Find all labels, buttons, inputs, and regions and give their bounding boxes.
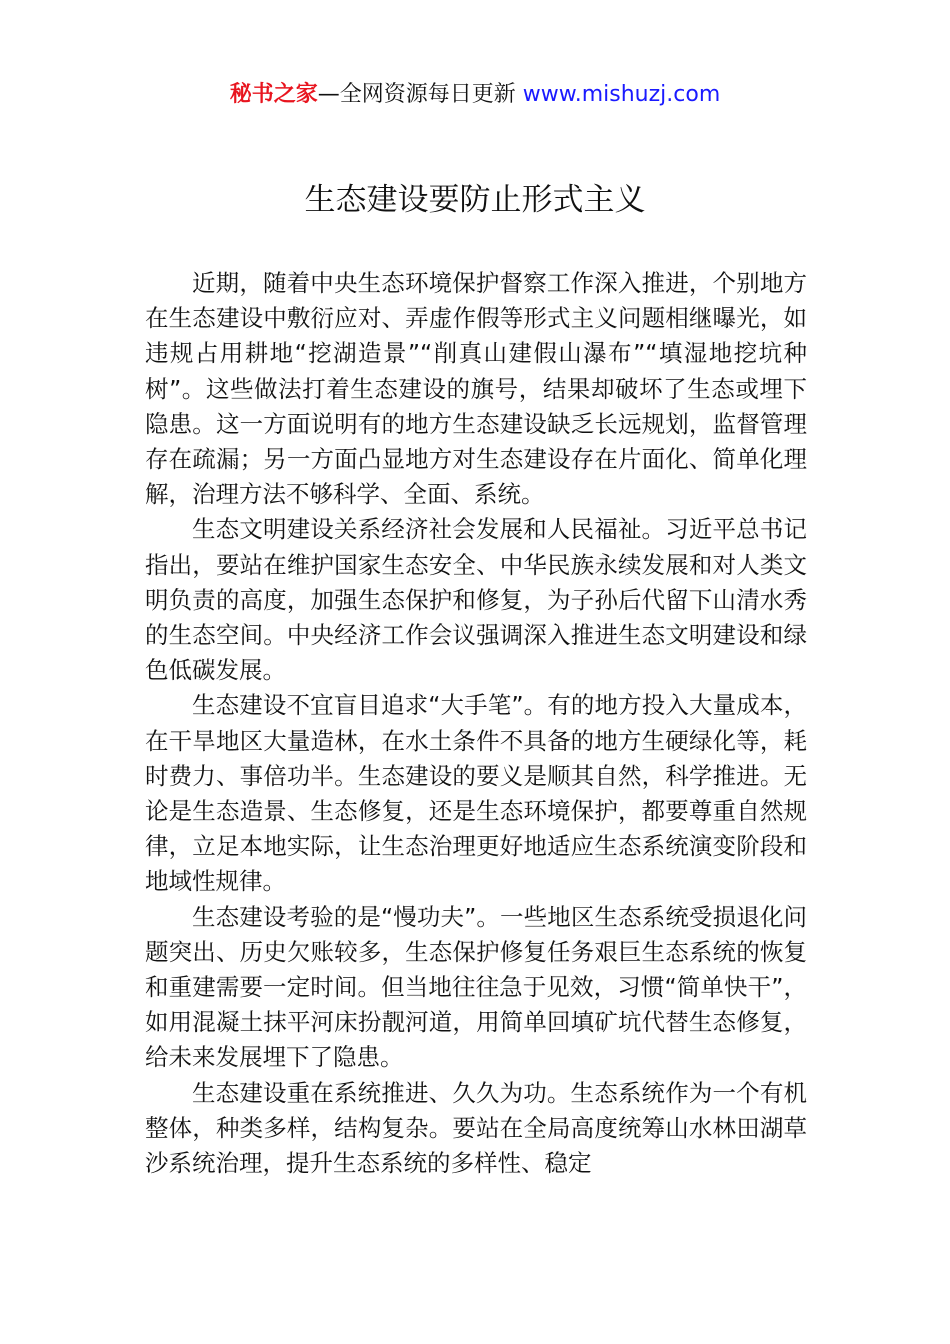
paragraph: 生态建设考验的是“慢功夫”。一些地区生态系统受损退化问题突出、历史欠账较多，生态保护修复任务艰巨生态系统的恢复和重建需要一定时间。但当地往往急于见效，习惯“简单快干”，如用混凝土抹平河床扮靓河道，用简单回填矿坑代替生态修复，给未来发展埋下了隐患。 [145, 902, 807, 1072]
document-body [145, 266, 807, 1181]
paragraph: 生态文明建设关系经济社会发展和人民福祉。习近平总书记指出，要站在维护国家生态安全、中华民族永续发展和对人类文明负责的高度，加强生态保护和修复，为子孙后代留下山清水秀的生态空间。中央经济工作会议强调深入推进生态文明建设和绿色低碳发展。 [145, 515, 807, 685]
paragraph: 生态建设重在系统推进、久久为功。生态系统作为一个有机整体，种类多样，结构复杂。要站在全局高度统筹山水林田湖草沙系统治理，提升生态系统的多样性、稳定 [145, 1078, 807, 1178]
site-header [0, 80, 950, 110]
site-url-link[interactable]: www.mishuzj.com [522, 82, 721, 107]
header-slogan: —全网资源每日更新 [317, 82, 516, 107]
paragraph: 生态建设不宜盲目追求“大手笔”。有的地方投入大量成本，在干旱地区大量造林，在水土条件不具备的地方生硬绿化等，耗时费力、事倍功半。生态建设的要义是顺其自然，科学推进。无论是生态造景、生态修复，还是生态环境保护，都要尊重自然规律，立足本地实际，让生态治理更好地适应生态系统演变阶段和地域性规律。 [145, 691, 807, 896]
paragraph: 近期，随着中央生态环境保护督察工作深入推进，个别地方在生态建设中敷衍应对、弄虚作假等形式主义问题相继曝光，如违规占用耕地“挖湖造景”“削真山建假山瀑布”“填湿地挖坑种树”。这些做法打着生态建设的旗号，结果却破坏了生态或埋下隐患。这一方面说明有的地方生态建设缺乏长远规划，监督管理存在疏漏；另一方面凸显地方对生态建设存在片面化、简单化理解，治理方法不够科学、全面、系统。 [145, 269, 807, 509]
brand-name: 秘书之家 [229, 82, 318, 107]
document-title: 生态建设要防止形式主义 [304, 182, 646, 218]
